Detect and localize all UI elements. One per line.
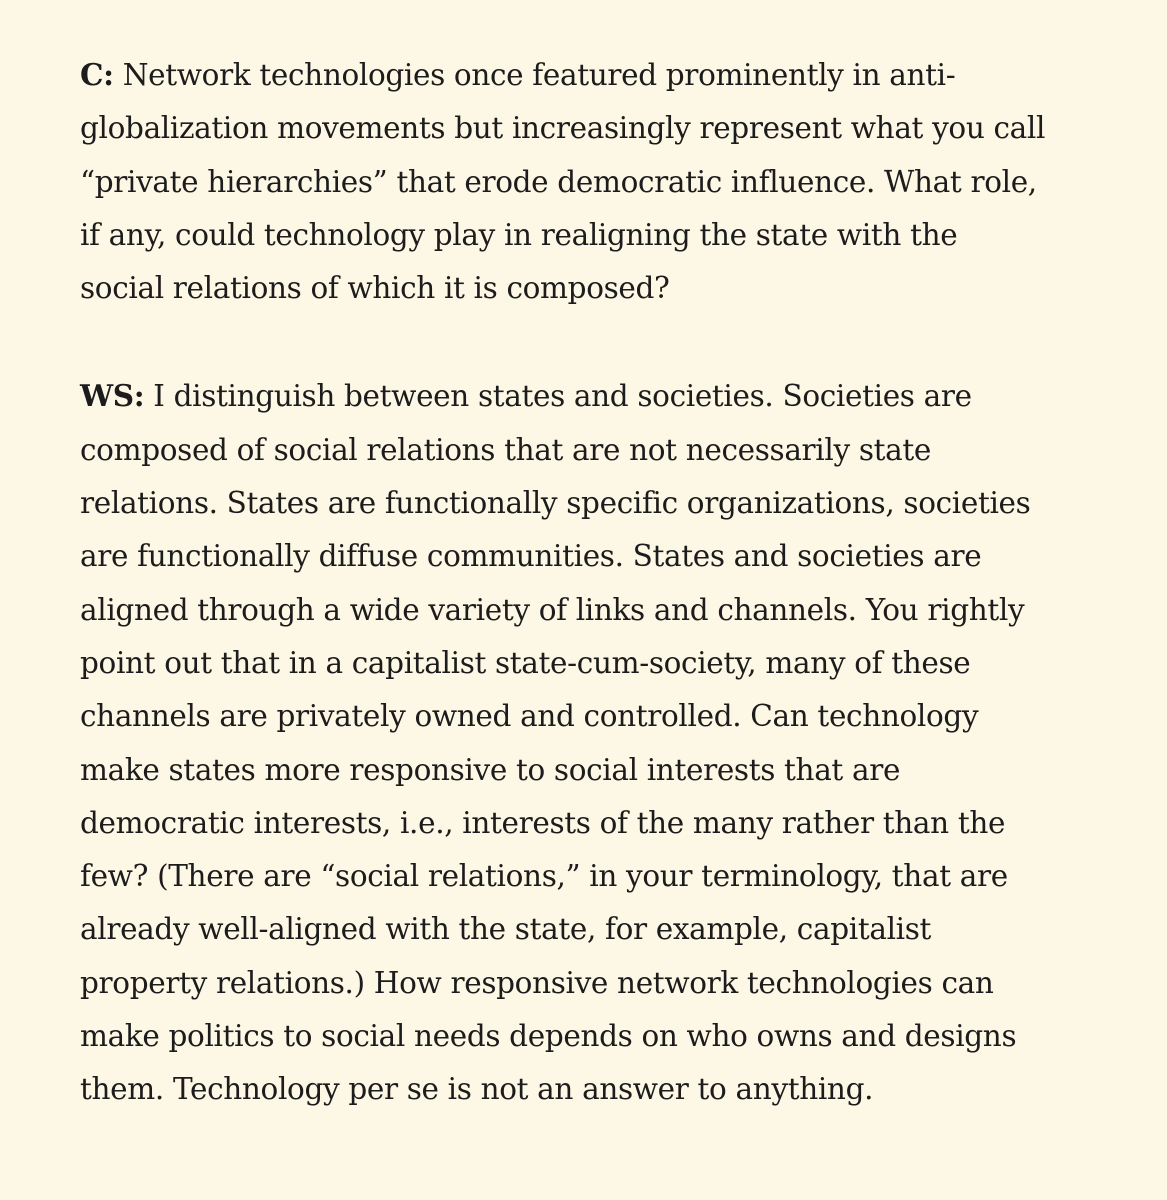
text-line: relations. States are functionally specific organizations, societies [80, 486, 1031, 521]
text-line [80, 48, 1080, 102]
line-text: I distinguish between states and societies. Societies are [144, 379, 972, 414]
text-line: globalization movements but increasingly represent what you call [80, 111, 1046, 146]
text-line: property relations.) How responsive network technologies can [80, 965, 994, 1000]
text-line: make states more responsive to social interests that are [80, 752, 901, 787]
answer-paragraph [80, 369, 1080, 1116]
text-line: few? (There are “social relations,” in your terminology, that are [80, 859, 1008, 894]
speaker-label: C: [80, 57, 114, 92]
line-text: Network technologies once featured prominently in anti- [113, 58, 956, 92]
question-paragraph [80, 48, 1080, 315]
text-line: social relations of which it is composed? [80, 271, 670, 306]
speaker-label: WS: [80, 378, 145, 414]
text-line: are functionally diffuse communities. States and societies are [80, 539, 982, 574]
text-line: them. Technology per se is not an answer to anything. [80, 1072, 874, 1107]
text-line: democratic interests, i.e., interests of the many rather than the [80, 805, 1006, 840]
text-line: channels are privately owned and controlled. Can technology [80, 699, 979, 734]
text-line: “private hierarchies” that erode democratic influence. What role, [80, 164, 1037, 199]
text-line [80, 369, 1080, 423]
text-line: point out that in a capitalist state-cum-society, many of these [80, 645, 971, 680]
text-line: aligned through a wide variety of links and channels. You rightly [80, 592, 1025, 627]
text-line: composed of social relations that are not necessarily state [80, 432, 931, 467]
interview-text [80, 48, 1080, 1117]
text-line: make politics to social needs depends on who owns and designs [80, 1019, 1017, 1054]
text-line: already well-aligned with the state, for example, capitalist [80, 912, 932, 947]
text-line: if any, could technology play in realigning the state with the [80, 217, 958, 252]
